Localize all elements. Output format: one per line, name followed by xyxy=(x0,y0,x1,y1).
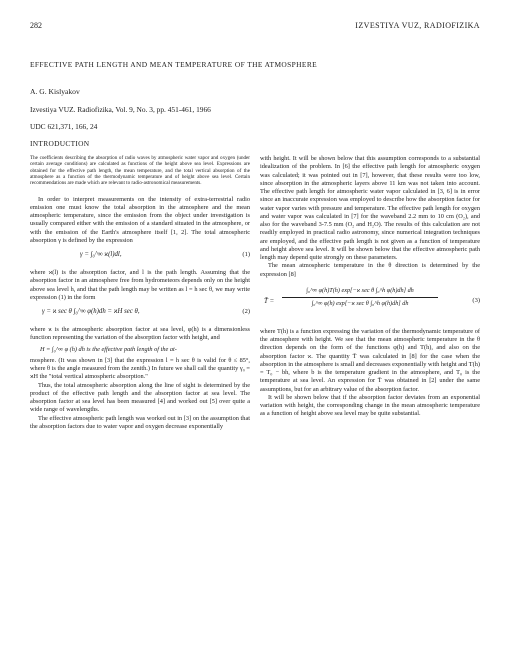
author-name: A. G. Kislyakov xyxy=(30,87,80,96)
equation-denominator: ∫₀^∞ φ(h) exp[−ϰ sec θ ∫₀^h φ(h)dh] dh xyxy=(311,300,409,307)
equation-1 xyxy=(30,246,250,268)
paragraph: where ϰ(l) is the absorption factor, and l is the path length. Assuming that the absorption factor in an atmosphere free from hydrometeors depends only on the height above sea level h, and that the path length may be written as l = h sec θ, we may write expression (1) in the form xyxy=(30,269,250,301)
article-title: EFFECTIVE PATH LENGTH AND MEAN TEMPERATURE OF THE ATMOSPHERE xyxy=(30,60,318,69)
equation-number: (3) xyxy=(472,296,480,304)
equation-numerator: ∫₀^∞ φ(h)T(h) exp[−ϰ sec θ ∫₀^h φ(h)dh] dh xyxy=(282,287,438,298)
paragraph: The effective atmospheric path length was worked out in [3] on the assumption that the absorption factors due to water vapor and oxygen decrease exponentially xyxy=(30,414,250,430)
equation-number: (2) xyxy=(242,308,250,316)
equation-number: (1) xyxy=(242,251,250,259)
equation-lhs: T̄ = xyxy=(264,296,275,305)
page-number: 282 xyxy=(30,21,42,30)
section-heading: INTRODUCTION xyxy=(30,139,90,148)
paragraph: where T(h) is a function expressing the variation of the thermodynamic temperature of the atmosphere with height. We see that the mean atmospheric temperature in the θ direction depends on the form of the functions φ(h) and T(h), and also on the absorption factor ϰ. The quantity T̄ was calculated in [8] for the case when the absorption in the atmosphere is small and decreases exponentially with height and T(h) = T₀ − bh, where b is the temperature gradient in the atmosphere, and T₀ is the temperature at sea level. An expression for T̄ was obtained in [2] under the same assumptions, but for an arbitrary value of the absorption factor. xyxy=(260,327,480,393)
abstract: The coefficients describing the absorption of radio waves by atmospheric water vapor and oxygen (under certain average conditions) are calculated as functions of the height above sea level. Expressions are obtained for the effective path length, the mean temperature, and the total vertical absorption of the atmosphere as a function of the thermodynamic temperature and of height above sea level. Certain recommendations are made which are relevant to radio-astronomical measurements. xyxy=(30,155,250,187)
equation-fraction xyxy=(282,287,438,309)
equation-2 xyxy=(30,303,250,325)
paragraph: where ϰ is the atmospheric absorption factor at sea level, φ(h) is a dimensionless function representing the variation of the absorption factor with height, and xyxy=(30,326,250,342)
left-column xyxy=(30,155,250,431)
paragraph: The mean atmospheric temperature in the θ direction is determined by the expression [8] xyxy=(260,262,480,278)
udc-code: UDC 621,371, 166, 24 xyxy=(30,122,98,131)
effective-path-definition: H = ∫₀^∞ φ (h) dh is the effective path length of the at- xyxy=(40,345,177,353)
equation-body: γ = ∫₀^∞ ϰ(l)dl, xyxy=(80,251,122,259)
paragraph: In order to interpret measurements on the intensity of extra-terrestrial radio emission one must know the total absorption in the atmosphere and the mean atmospheric temperature, since the emission from the object under investigation is usually compared either with the emission of a standard situated in the atmosphere, or with the emission of the Earth's atmosphere itself [1, 2]. The total atmospheric absorption γ is defined by the expression xyxy=(30,195,250,244)
equation-body: γ = ϰ sec θ ∫₀^∞ φ(h)dh = ϰH sec θ, xyxy=(42,308,140,316)
paragraph: It will be shown below that if the absorption factor deviates from an exponential variation with height, the corresponding change in the mean atmospheric temperature as a function of height above sea level may be quite substantial. xyxy=(260,393,480,418)
right-column xyxy=(260,155,480,419)
journal-running-head: IZVESTIYA VUZ, RADIOFIZIKA xyxy=(355,21,480,30)
paragraph: Thus, the total atmospheric absorption along the line of sight is determined by the product of the effective path length and the absorption factor at sea level. The absorption factor at sea level has been measured [4] and worked out [5] over quite a wide range of wavelengths. xyxy=(30,381,250,414)
article-citation: Izvestiya VUZ. Radiofizika, Vol. 9, No. 3, pp. 451-461, 1966 xyxy=(30,105,211,114)
paragraph: with height. It will be shown below that this assumption corresponds to a substantial idealization of the problem. In [6] the effective path length for atmospheric oxygen was calculated; it was pointed out in [7], however, that these results were too low, since absorption in the atmospheric layers above 11 km was not taken into account. The effective path length for atmospheric water vapor calculated in [3, 6] is in error since an inaccurate expression was employed to describe how the absorption factor for water vapor varies with pressure and temperature. The effective path length for oxygen and water vapor was calculated in [7] for the waveband 2.2 mm to 10 cm (O₂), and also for the waveband 3-7.5 mm (O₂ and H₂O). The results of this calculation are not readily employed in practical radio astronomy, since numerical integration techniques are employed, and the effective path length is not given as a function of temperature and height above sea level. It will be shown below that the effective atmospheric path length may depend quite strongly on these parameters. xyxy=(260,155,480,261)
paragraph: mosphere. (It was shown in [3] that the expression l = h sec θ is valid for θ ≤ 85°, where θ is the angle measured from the zenith.) In future we shall call the quantity γ₀ = ϰH the "total vertical atmospheric absorption." xyxy=(30,356,250,381)
equation-3 xyxy=(260,281,480,325)
